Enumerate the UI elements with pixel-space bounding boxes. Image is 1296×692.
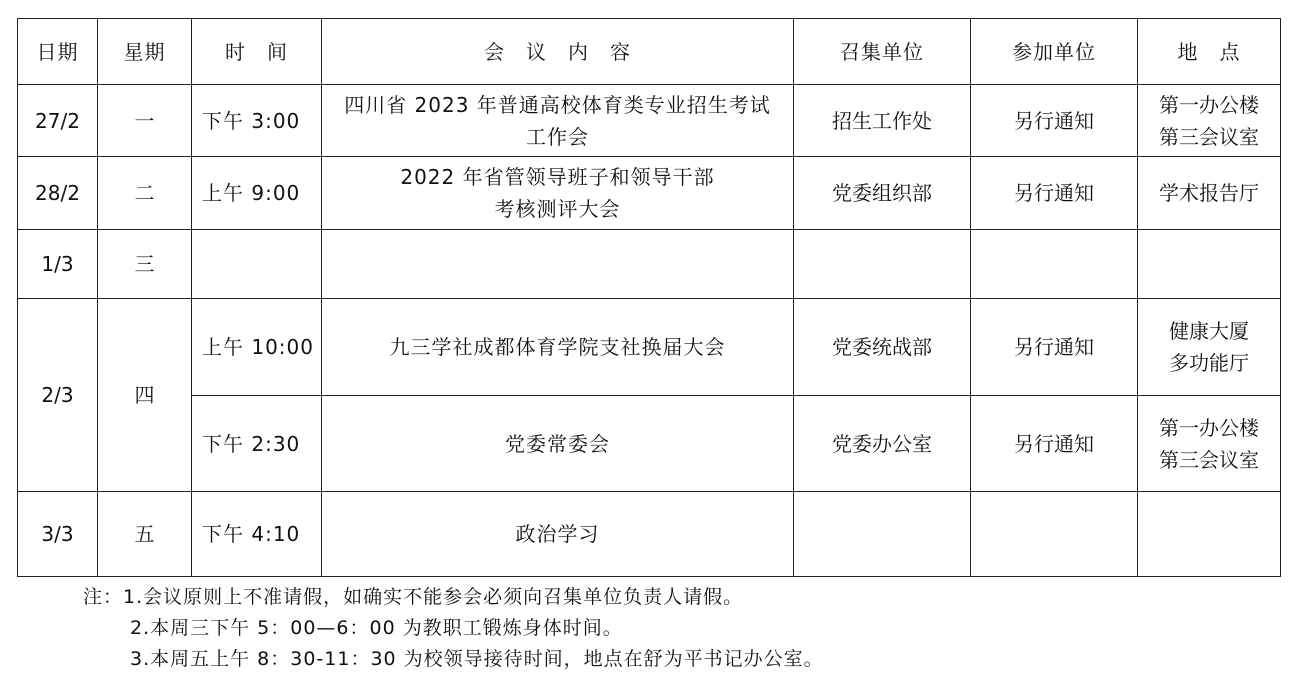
time-cell [192,230,322,299]
content-cell [322,85,794,157]
note-line-3: 3.本周五上午 8：30-11：30 为校领导接待时间，地点在舒为平书记办公室。 [130,648,824,670]
table-row [18,85,1281,157]
date-cell: 2/3 [18,299,98,492]
content-line: 考核测评大会 [494,197,621,221]
location-line: 第一办公楼 [1159,415,1259,440]
header-convener: 召集单位 [794,19,971,85]
location-cell [1138,157,1281,230]
location-cell [1138,230,1281,299]
time-cell: 上午 10:00 [192,299,322,396]
convener-cell: 党委统战部 [794,299,971,396]
location-cell [1138,85,1281,157]
weekday-cell: 二 [98,157,192,230]
participants-cell [971,492,1138,577]
header-participants: 参加单位 [971,19,1138,85]
header-row [18,19,1281,85]
weekday-cell: 四 [98,299,192,492]
participants-cell: 另行通知 [971,85,1138,157]
table-row [18,299,1281,396]
location-cell [1138,299,1281,396]
date-cell: 28/2 [18,157,98,230]
convener-cell: 招生工作处 [794,85,971,157]
weekday-cell: 三 [98,230,192,299]
header-time: 时 间 [192,19,322,85]
participants-cell [971,230,1138,299]
note-line-1: 注：1.会议原则上不准请假，如确实不能参会必须向召集单位负责人请假。 [83,586,744,608]
header-content: 会 议 内 容 [322,19,794,85]
time-cell: 上午 9:00 [192,157,322,230]
location-line: 多功能厅 [1169,351,1249,375]
note-line-2: 2.本周三下午 5：00—6：00 为教职工锻炼身体时间。 [130,617,623,639]
weekday-cell: 五 [98,492,192,577]
header-location: 地 点 [1138,19,1281,85]
location-cell [1138,492,1281,577]
content-line: 工作会 [526,124,589,149]
date-cell: 3/3 [18,492,98,577]
time-cell: 下午 2:30 [192,396,322,492]
location-line: 健康大厦 [1169,319,1249,343]
meeting-schedule-table [17,18,1281,577]
location-line: 学术报告厅 [1159,181,1259,205]
content-cell: 政治学习 [322,492,794,577]
table-row [18,230,1281,299]
date-cell: 1/3 [18,230,98,299]
convener-cell [794,492,971,577]
content-cell: 九三学社成都体育学院支社换届大会 [322,299,794,396]
convener-cell [794,230,971,299]
content-cell [322,230,794,299]
participants-cell: 另行通知 [971,396,1138,492]
location-line: 第三会议室 [1159,447,1259,472]
content-cell [322,157,794,230]
participants-cell: 另行通知 [971,299,1138,396]
table-row [18,157,1281,230]
notes-section [83,582,824,675]
header-date: 日期 [18,19,98,85]
table-row [18,396,1281,492]
header-weekday: 星期 [98,19,192,85]
location-line: 第一办公楼 [1159,92,1259,117]
time-cell: 下午 3:00 [192,85,322,157]
location-cell [1138,396,1281,492]
content-cell: 党委常委会 [322,396,794,492]
convener-cell: 党委办公室 [794,396,971,492]
table-row [18,492,1281,577]
convener-cell: 党委组织部 [794,157,971,230]
participants-cell: 另行通知 [971,157,1138,230]
date-cell: 27/2 [18,85,98,157]
content-line: 四川省 2023 年普通高校体育类专业招生考试 [344,92,771,117]
location-line: 第三会议室 [1159,124,1259,149]
time-cell: 下午 4:10 [192,492,322,577]
content-line: 2022 年省管领导班子和领导干部 [400,165,715,189]
weekday-cell: 一 [98,85,192,157]
